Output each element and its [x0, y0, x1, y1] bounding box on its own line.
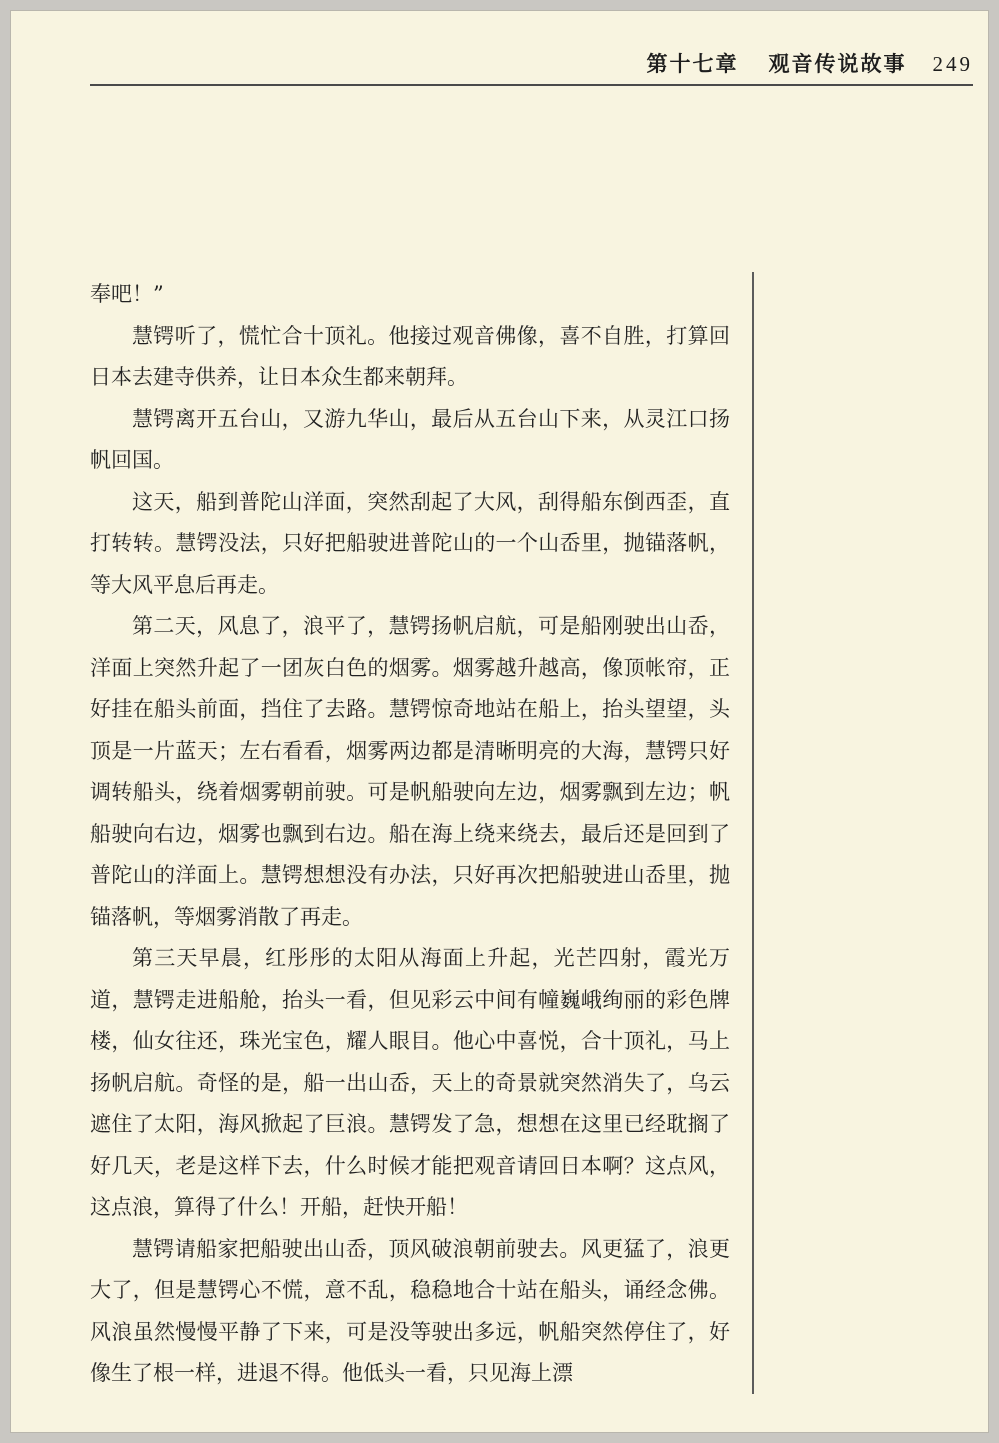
paragraph: 慧锷听了，慌忙合十顶礼。他接过观音佛像，喜不自胜，打算回日本去建寺供养，让日本众生都来朝拜。 — [90, 323, 730, 389]
page-number: 249 — [932, 52, 973, 76]
header-rule — [90, 84, 973, 86]
book-page — [10, 10, 989, 1433]
margin-rule — [752, 272, 754, 1394]
paragraph: 慧锷离开五台山，又游九华山，最后从五台山下来，从灵江口扬帆回国。 — [90, 406, 730, 472]
paragraph: 第二天，风息了，浪平了，慧锷扬帆启航，可是船刚驶出山岙，洋面上突然升起了一团灰白色的烟雾。烟雾越升越高，像顶帐帘，正好挂在船头前面，挡住了去路。慧锷惊奇地站在船上，抬头望望，头顶是一片蓝天；左右看看，烟雾两边都是清晰明亮的大海，慧锷只好调转船头，绕着烟雾朝前驶。可是帆船驶向左边，烟雾飘到左边；帆船驶向右边，烟雾也飘到右边。船在海上绕来绕去，最后还是回到了普陀山的洋面上。慧锷想想没有办法，只好再次把船驶进山岙里，抛锚落帆，等烟雾消散了再走。 — [90, 614, 730, 929]
paragraph: 这天，船到普陀山洋面，突然刮起了大风，刮得船东倒西歪，直打转转。慧锷没法，只好把船驶进普陀山的一个山岙里，抛锚落帆，等大风平息后再走。 — [90, 489, 730, 597]
header-text — [647, 48, 974, 78]
body-text — [90, 274, 730, 1395]
paragraph: 第三天早晨，红彤彤的太阳从海面上升起，光芒四射，霞光万道，慧锷走进船舱，抬头一看，但见彩云中间有幢巍峨绚丽的彩色牌楼，仙女往还，珠光宝色，耀人眼目。他心中喜悦，合十顶礼，马上扬帆启航。奇怪的是，船一出山岙，天上的奇景就突然消失了，乌云遮住了太阳，海风掀起了巨浪。慧锷发了急，想想在这里已经耽搁了好几天，老是这样下去，什么时候才能把观音请回日本啊？这点风，这点浪，算得了什么！开船，赶快开船！ — [90, 946, 730, 1219]
paragraph: 慧锷请船家把船驶出山岙，顶风破浪朝前驶去。风更猛了，浪更大了，但是慧锷心不慌，意不乱，稳稳地合十站在船头，诵经念佛。风浪虽然慢慢平静了下来，可是没等驶出多远，帆船突然停住了，好像生了根一样，进退不得。他低头一看，只见海上漂 — [90, 1236, 730, 1385]
running-header — [90, 42, 973, 92]
chapter-label: 第十七章 — [646, 51, 739, 76]
paragraph: 奉吧！” — [90, 282, 164, 306]
chapter-title: 观音传说故事 — [768, 51, 907, 76]
